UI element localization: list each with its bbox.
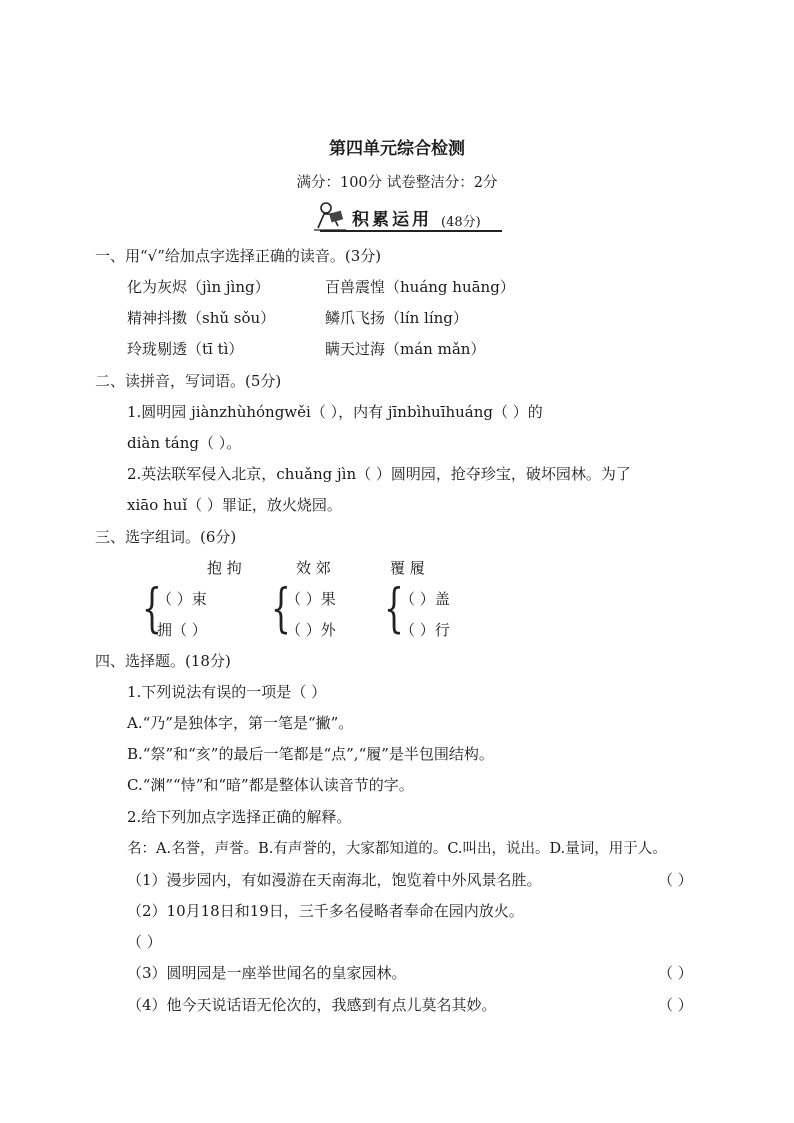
q2-line: diàn táng（ ）。 [127,434,242,452]
banner-title: 积累运用 [352,210,432,230]
page-title: 第四单元综合检测 [329,139,465,159]
q2-line: xiāo huǐ（ ）罪证，放火烧园。 [127,496,342,514]
q3-choice-chars: 抱 拘 [207,559,242,577]
answer-blank: （ ） [127,933,162,951]
banner-score: (48分) [441,215,481,230]
q2-line: 2.英法联军侵入北京，chuǎng jìn（ ）圆明园，抢夺珍宝，破坏园林。为了 [127,465,631,483]
q3-choice-chars: 覆 履 [390,559,425,577]
reading-figure-icon [312,200,350,232]
q4-sentence: （4）他今天说话语无伦次的，我感到有点儿莫名其妙。 [127,996,497,1014]
page-subtitle: 满分：100分 试卷整洁分：2分 [296,175,498,191]
q4-option: B.“祭”和“亥”的最后一笔都是“点”,“履”是半包围结构。 [127,745,494,763]
q2-line: 1.圆明园 jiànzhùhóngwěi（ ），内有 jīnbìhuīhuáng（ ）的 [127,403,543,421]
q1-item: 鳞爪飞扬（lín líng） [325,309,468,327]
brace-icon: { [271,579,291,639]
q4-sentence: （2）10月18日和19日，三千多名侵略者奉命在园内放火。 [127,902,524,920]
q3-word-top: （ ）果 [286,590,336,608]
brace-icon: { [142,579,162,639]
q3-word-bottom: 拥（ ） [157,621,207,639]
q3-heading: 三、选字组词。(6分) [95,528,237,546]
q4-definition: 名：A.名誉，声誉。B.有声誉的，大家都知道的。C.叫出，说出。D.量词，用于人。 [127,841,667,857]
q3-word-bottom: （ ）外 [286,621,336,639]
q4-option: A.“乃”是独体字，第一笔是“撇”。 [127,714,354,732]
q1-item: 精神抖擞（shǔ sǒu） [127,309,276,327]
q3-word-bottom: （ ）行 [400,621,450,639]
q1-heading: 一、用“√”给加点字选择正确的读音。(3分) [95,247,382,265]
answer-blank: （ ） [658,996,693,1014]
answer-blank: （ ） [658,964,693,982]
q4-sub-question: 2.给下列加点字选择正确的解释。 [127,808,352,826]
q1-item: 化为灰烬（jìn jìng） [127,278,270,296]
q1-item: 玲珑剔透（tī tì） [127,340,244,358]
banner-underline [320,230,502,232]
q4-sub-question: 1.下列说法有误的一项是（ ） [127,683,327,701]
q1-item: 百兽震惶（huáng huāng） [325,278,515,296]
q1-item: 瞒天过海（mán mǎn） [325,340,486,358]
q3-choice-chars: 效 郊 [296,559,331,577]
q3-word-top: （ ）束 [157,590,207,608]
q4-sentence: （3）圆明园是一座举世闻名的皇家园林。 [127,964,407,982]
q4-heading: 四、选择题。(18分) [95,652,231,670]
q4-sentence: （1）漫步园内，有如漫游在天南海北，饱览着中外风景名胜。 [127,871,542,889]
q4-option: C.“渊”“恃”和“暗”都是整体认读音节的字。 [127,776,414,794]
q3-word-top: （ ）盖 [400,590,450,608]
brace-icon: { [384,579,404,639]
answer-blank: （ ） [658,871,693,889]
q2-heading: 二、读拼音，写词语。(5分) [95,372,282,390]
